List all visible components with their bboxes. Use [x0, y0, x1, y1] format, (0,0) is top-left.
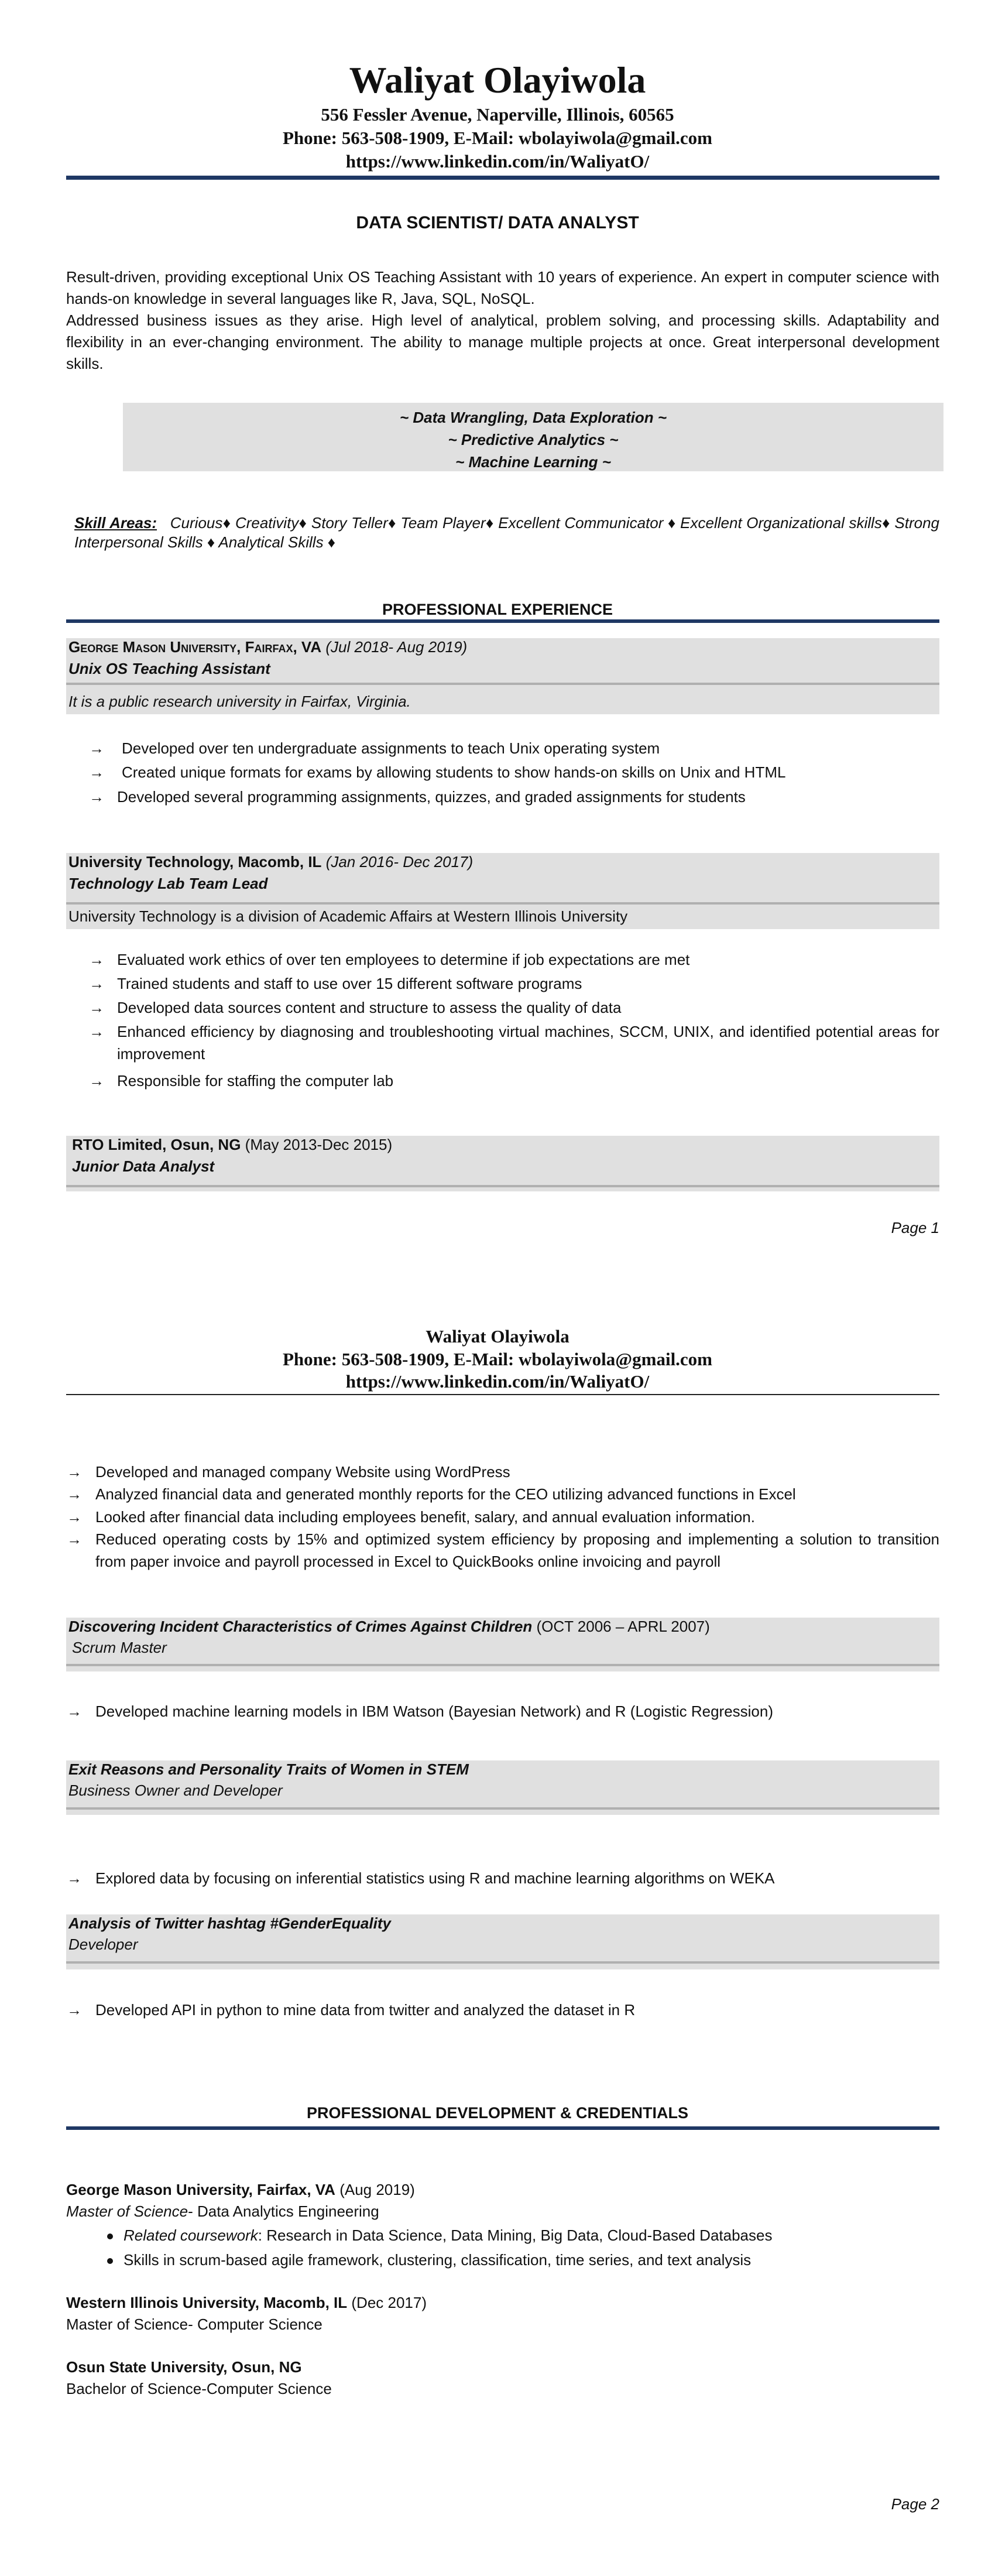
bullet-item: → Reduced operating costs by 15% and optimized system efficiency by proposing and implementing a solution to transition from paper invoice and payroll processed in Excel to QuickBooks online invoicing and payroll	[67, 1528, 939, 1573]
arrow-icon: →	[67, 2001, 82, 2019]
summary-paragraph-2: Addressed business issues as they arise. High level of analytical, problem solving, and processing skills. Adaptability and flexibility in an ever-changing environment. The ability to manage multiple projects at once. Great interpersonal development skills.	[66, 311, 939, 372]
contact-info: Phone: 563-508-1909, E-Mail: wbolayiwola@gmail.com	[282, 128, 713, 148]
edu-date: (Aug 2019)	[339, 2181, 415, 2198]
project-title: Discovering Incident Characteristics of Crimes Against Children	[68, 1618, 533, 1635]
project-divider	[66, 1961, 939, 1964]
arrow-icon: →	[89, 788, 104, 806]
bullet-item: → Explored data by focusing on inferential statistics using R and machine learning algorithms on WEKA	[67, 1867, 939, 1889]
project-role: Developer	[68, 1936, 138, 1953]
arrow-icon: →	[89, 999, 104, 1016]
section-divider	[66, 619, 939, 623]
bullet-item: → Responsible for staffing the computer lab	[89, 1070, 939, 1092]
job-dates: (May 2013-Dec 2015)	[245, 1136, 393, 1153]
job-header-gmu	[66, 638, 939, 714]
job-dates: (Jan 2016- Dec 2017)	[325, 853, 474, 871]
highlights-box	[123, 403, 943, 471]
address: 556 Fessler Avenue, Naperville, Illinois, 60565	[321, 104, 674, 125]
project-role: Scrum Master	[72, 1639, 167, 1656]
arrow-icon: →	[67, 1463, 82, 1481]
bullet-item: → Evaluated work ethics of over ten employees to determine if job expectations are met	[89, 948, 939, 971]
skill-areas-list: Curious♦ Creativity♦ Story Teller♦ Team Player♦ Excellent Communicator ♦ Excellent Organizational skills♦ Strong Interpersonal Skills ♦ Analytical Skills ♦	[74, 514, 939, 551]
contact-info: Phone: 563-508-1909, E-Mail: wbolayiwola@gmail.com	[282, 1349, 713, 1369]
section-divider	[66, 2126, 939, 2130]
highlight-item: ~ Predictive Analytics ~	[448, 431, 619, 448]
bullet-dot-icon	[107, 2258, 113, 2264]
bullet-item: → Developed several programming assignments, quizzes, and graded assignments for students	[89, 786, 939, 808]
job-org: RTO Limited, Osun, NG	[72, 1136, 241, 1153]
bullet-item: → Enhanced efficiency by diagnosing and troubleshooting virtual machines, SCCM, UNIX, and identified potential areas for improvement	[89, 1020, 939, 1065]
project-title: Exit Reasons and Personality Traits of Women in STEM	[68, 1760, 469, 1778]
job-org: University Technology, Macomb, IL	[68, 853, 322, 871]
job-header-ut	[66, 853, 939, 929]
job-divider	[66, 902, 939, 905]
candidate-name: Waliyat Olayiwola	[349, 59, 646, 101]
bullet-item: → Analyzed financial data and generated monthly reports for the CEO utilizing advanced functions in Excel	[67, 1483, 939, 1505]
page-number: Page 2	[891, 2495, 939, 2513]
edu-degree: Master of Science- Data Analytics Engineering	[66, 2202, 379, 2220]
edu-degree: Master of Science- Computer Science	[66, 2315, 322, 2333]
job-header-rto	[66, 1136, 939, 1191]
edu-degree: Bachelor of Science-Computer Science	[66, 2380, 332, 2397]
job-dates: (Jul 2018- Aug 2019)	[325, 638, 468, 656]
arrow-icon: →	[89, 951, 104, 968]
bullet-item: → Developed and managed company Website using WordPress	[67, 1461, 939, 1483]
project-header	[66, 1760, 939, 1815]
arrow-icon: →	[89, 763, 104, 781]
header-divider	[66, 176, 939, 180]
arrow-icon: →	[67, 1703, 82, 1720]
edu-bullet: Related coursework: Research in Data Science, Data Mining, Big Data, Cloud-Based Databases	[107, 2225, 772, 2246]
bullet-item: → Looked after financial data including employees benefit, salary, and annual evaluation information.	[67, 1506, 939, 1528]
section-heading-experience: PROFESSIONAL EXPERIENCE	[382, 601, 613, 618]
summary-paragraph-1: Result-driven, providing exceptional Unix OS Teaching Assistant with 10 years of experience. An expert in computer science with hands-on knowledge in several languages like R, Java, SQL, NoSQL.	[66, 268, 939, 307]
candidate-name: Waliyat Olayiwola	[426, 1326, 569, 1347]
skill-areas	[74, 513, 939, 552]
bullet-item: → Developed API in python to mine data from twitter and analyzed the dataset in R	[67, 1999, 939, 2021]
project-header	[66, 1618, 939, 1671]
project-divider	[66, 1807, 939, 1810]
job-title: DATA SCIENTIST/ DATA ANALYST	[356, 213, 639, 232]
job-role: Unix OS Teaching Assistant	[68, 660, 270, 677]
edu-gmu	[66, 2179, 415, 2201]
job-description: University Technology is a division of Academic Affairs at Western Illinois University	[68, 907, 628, 925]
school-name: George Mason University, Fairfax, VA	[66, 2181, 335, 2198]
page-number: Page 1	[891, 1219, 939, 1236]
job-org: George Mason University, Fairfax, VA	[68, 638, 322, 656]
bullet-item: → Developed over ten undergraduate assignments to teach Unix operating system	[89, 737, 939, 759]
arrow-icon: →	[89, 739, 104, 757]
section-heading-credentials: PROFESSIONAL DEVELOPMENT & CREDENTIALS	[306, 2104, 689, 2122]
arrow-icon: →	[67, 1869, 82, 1887]
job-divider	[66, 1185, 939, 1187]
header-divider	[66, 1394, 939, 1395]
job-divider	[66, 683, 939, 685]
project-dates: (OCT 2006 – APRL 2007)	[536, 1618, 710, 1635]
bullet-item: → Developed machine learning models in IBM Watson (Bayesian Network) and R (Logistic Regression)	[67, 1700, 939, 1722]
project-header	[66, 1914, 939, 1969]
skill-areas-label: Skill Areas:	[74, 514, 157, 532]
linkedin-link[interactable]: https://www.linkedin.com/in/WaliyatO/	[345, 151, 650, 172]
project-role: Business Owner and Developer	[68, 1782, 283, 1799]
arrow-icon: →	[67, 1530, 82, 1548]
arrow-icon: →	[89, 975, 104, 992]
arrow-icon: →	[89, 1072, 104, 1090]
edu-bullet: Skills in scrum-based agile framework, clustering, classification, time series, and text analysis	[107, 2249, 751, 2271]
highlight-item: ~ Machine Learning ~	[455, 453, 611, 471]
bullet-item: → Created unique formats for exams by allowing students to show hands-on skills on Unix and HTML	[89, 761, 939, 783]
job-role: Junior Data Analyst	[72, 1157, 215, 1175]
edu-wiu	[66, 2292, 427, 2314]
edu-date: (Dec 2017)	[351, 2294, 427, 2311]
school-name: Osun State University, Osun, NG	[66, 2358, 302, 2376]
job-description: It is a public research university in Fairfax, Virginia.	[68, 693, 411, 710]
bullet-dot-icon	[107, 2234, 113, 2239]
bullet-item: → Developed data sources content and structure to assess the quality of data	[89, 996, 939, 1019]
arrow-icon: →	[67, 1485, 82, 1503]
arrow-icon: →	[89, 1023, 104, 1040]
bullet-item: → Trained students and staff to use over 15 different software programs	[89, 972, 939, 995]
arrow-icon: →	[67, 1508, 82, 1526]
linkedin-link[interactable]: https://www.linkedin.com/in/WaliyatO/	[345, 1371, 650, 1392]
job-role: Technology Lab Team Lead	[68, 875, 268, 892]
project-title: Analysis of Twitter hashtag #GenderEquality	[68, 1914, 391, 1932]
project-divider	[66, 1664, 939, 1666]
school-name: Western Illinois University, Macomb, IL	[66, 2294, 348, 2311]
highlight-item: ~ Data Wrangling, Data Exploration ~	[399, 409, 667, 426]
